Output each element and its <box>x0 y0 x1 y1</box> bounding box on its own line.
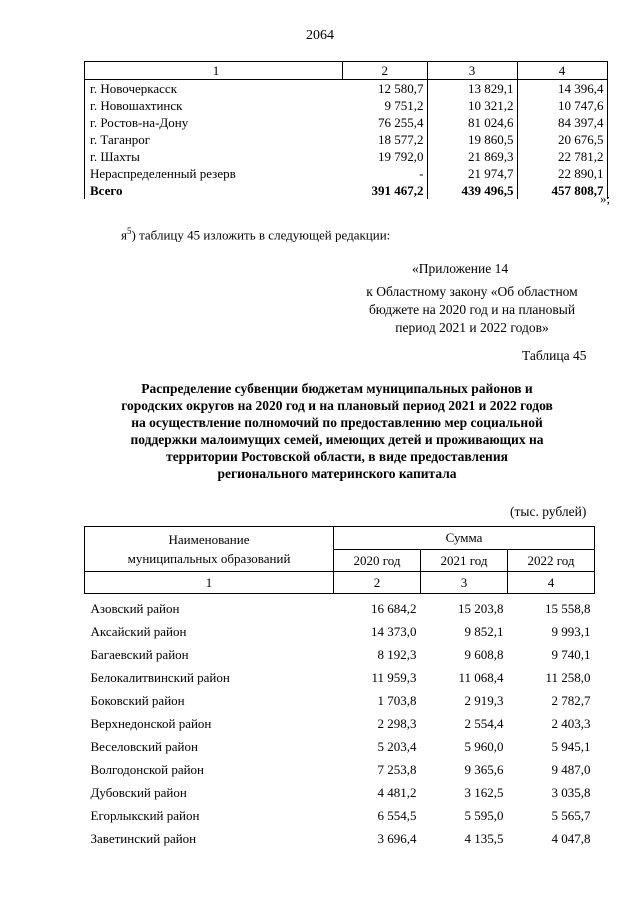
table-row <box>85 620 595 643</box>
value-2021: 9 608,8 <box>464 647 504 662</box>
value-2022: 9 993,1 <box>551 624 591 639</box>
value-2021: 13 829,1 <box>427 80 517 98</box>
district-name: Боковский район <box>90 693 185 708</box>
value-2022: 10 747,6 <box>517 97 607 114</box>
district-name: Верхнедонской район <box>90 716 212 731</box>
annex-reference <box>336 283 608 337</box>
value-2022: 22 781,2 <box>517 148 607 165</box>
table-row <box>85 666 595 689</box>
header-name-line: муниципальных образований <box>127 551 291 566</box>
column-number: 1 <box>85 62 343 80</box>
title-line: на осуществление полномочий по предоставлению мер социальной <box>131 415 543 430</box>
value-2022: 2 403,3 <box>551 716 591 731</box>
value-2022: 22 890,1 <box>517 165 607 182</box>
value-2020: 3 696,4 <box>377 831 417 846</box>
value-2021: 15 203,8 <box>458 601 504 616</box>
row-name: г. Таганрог <box>85 131 343 148</box>
table-continuation <box>84 61 608 199</box>
value-2022: 20 676,5 <box>517 131 607 148</box>
column-number: 2 <box>343 62 428 80</box>
table-row <box>85 827 595 850</box>
value-2020: 76 255,4 <box>343 114 428 131</box>
value-2021: 4 135,5 <box>464 831 504 846</box>
row-name: г. Шахты <box>85 148 343 165</box>
value-2020: 391 467,2 <box>343 182 428 199</box>
header-year: 2020 год <box>334 549 421 572</box>
value-2021: 11 068,4 <box>458 670 504 685</box>
value-2020: 7 253,8 <box>377 762 417 777</box>
note-letter: я <box>121 227 127 243</box>
value-2020: 4 481,2 <box>377 785 417 800</box>
value-2021: 19 860,5 <box>427 131 517 148</box>
column-number: 1 <box>85 572 334 594</box>
district-name: Азовский район <box>90 601 180 616</box>
district-name: Аксайский район <box>90 624 187 639</box>
title-line: поддержки малоимущих семей, имеющих детей и проживающих на <box>130 432 544 447</box>
value-2022: 3 035,8 <box>551 785 591 800</box>
table-row <box>85 689 595 712</box>
table-row <box>85 594 595 621</box>
value-2020: 14 373,0 <box>371 624 417 639</box>
header-sum: Сумма <box>334 527 595 550</box>
amendment-note <box>121 226 390 243</box>
district-name: Волгодонской район <box>90 762 205 777</box>
title-line: городских округов на 2020 год и на плановый период 2021 и 2022 годов <box>121 398 553 413</box>
table-row <box>85 643 595 666</box>
table-row <box>85 712 595 735</box>
value-2022: 5 945,1 <box>551 739 591 754</box>
value-2020: 8 192,3 <box>377 647 417 662</box>
value-2021: 439 496,5 <box>427 182 517 199</box>
units-label: (тыс. рублей) <box>510 504 587 519</box>
district-name: Заветинский район <box>90 831 197 846</box>
subvention-table <box>84 526 595 850</box>
value-2022: 11 258,0 <box>545 670 591 685</box>
table-row <box>85 97 608 114</box>
value-2021: 3 162,5 <box>464 785 504 800</box>
table-row <box>85 758 595 781</box>
row-name: г. Новошахтинск <box>85 97 343 114</box>
title-line: Распределение субвенции бюджетам муниципальных районов и <box>141 381 533 396</box>
column-number: 2 <box>334 572 421 594</box>
row-name: г. Ростов-на-Дону <box>85 114 343 131</box>
value-2020: 18 577,2 <box>343 131 428 148</box>
value-2020: 1 703,8 <box>377 693 417 708</box>
annex-line: к Областному закону «Об областном <box>366 284 578 299</box>
value-2021: 2 919,3 <box>464 693 504 708</box>
column-number: 4 <box>508 572 595 594</box>
district-name: Егорлыкский район <box>90 808 200 823</box>
value-2022: 4 047,8 <box>551 831 591 846</box>
column-number: 3 <box>427 62 517 80</box>
value-2022: 14 396,4 <box>517 80 607 98</box>
value-2020: 12 580,7 <box>343 80 428 98</box>
table-title <box>84 380 590 482</box>
header-name <box>85 527 334 572</box>
column-number: 3 <box>421 572 508 594</box>
page-number: 2064 <box>306 28 334 43</box>
value-2021: 9 852,1 <box>464 624 504 639</box>
header-year: 2021 год <box>421 549 508 572</box>
table-row <box>85 80 608 98</box>
value-2020: 11 959,3 <box>371 670 417 685</box>
row-name: Всего <box>85 182 343 199</box>
value-2021: 81 024,6 <box>427 114 517 131</box>
value-2021: 10 321,2 <box>427 97 517 114</box>
header-year: 2022 год <box>508 549 595 572</box>
district-name: Багаевский район <box>90 647 189 662</box>
table-row <box>85 114 608 131</box>
value-2022: 2 782,7 <box>551 693 591 708</box>
table-row <box>85 804 595 827</box>
title-line: территории Ростовской области, в виде предоставления <box>166 449 508 464</box>
annex-title: «Приложение 14 <box>412 261 509 276</box>
table-row <box>85 781 595 804</box>
table-row <box>85 131 608 148</box>
value-2021: 2 554,4 <box>464 716 504 731</box>
value-2020: 16 684,2 <box>371 601 417 616</box>
district-name: Веселовский район <box>90 739 198 754</box>
value-2021: 5 595,0 <box>464 808 504 823</box>
header-name-line: Наименование <box>168 532 250 547</box>
annex-line: период 2021 и 2022 годов» <box>395 320 549 335</box>
total-row <box>85 182 608 199</box>
table-row <box>85 165 608 182</box>
annex-line: бюджете на 2020 год и на плановый <box>368 302 576 317</box>
value-2021: 5 960,0 <box>464 739 504 754</box>
title-line: регионального материнского капитала <box>217 466 457 481</box>
value-2022: 15 558,8 <box>545 601 591 616</box>
closing-quote: »; <box>600 191 611 206</box>
value-2020: 19 792,0 <box>343 148 428 165</box>
value-2020: 9 751,2 <box>343 97 428 114</box>
value-2021: 9 365,6 <box>464 762 504 777</box>
note-text: ) таблицу 45 изложить в следующей редакции: <box>131 227 391 243</box>
table-number: Таблица 45 <box>522 348 587 363</box>
row-name: Нераспределенный резерв <box>85 165 343 182</box>
district-name: Дубовский район <box>90 785 187 800</box>
value-2022: 84 397,4 <box>517 114 607 131</box>
value-2020: - <box>343 165 428 182</box>
value-2020: 2 298,3 <box>377 716 417 731</box>
district-name: Белокалитвинский район <box>90 670 230 685</box>
note-superscript: 5 <box>126 226 132 236</box>
row-name: г. Новочеркасск <box>85 80 343 98</box>
value-2021: 21 869,3 <box>427 148 517 165</box>
value-2020: 5 203,4 <box>377 739 417 754</box>
table-row <box>85 148 608 165</box>
value-2021: 21 974,7 <box>427 165 517 182</box>
value-2022: 5 565,7 <box>551 808 591 823</box>
value-2022: 9 487,0 <box>551 762 591 777</box>
table-row <box>85 735 595 758</box>
value-2022: 457 808,7 <box>517 182 607 199</box>
column-number: 4 <box>517 62 607 80</box>
value-2020: 6 554,5 <box>377 808 417 823</box>
value-2022: 9 740,1 <box>551 647 591 662</box>
